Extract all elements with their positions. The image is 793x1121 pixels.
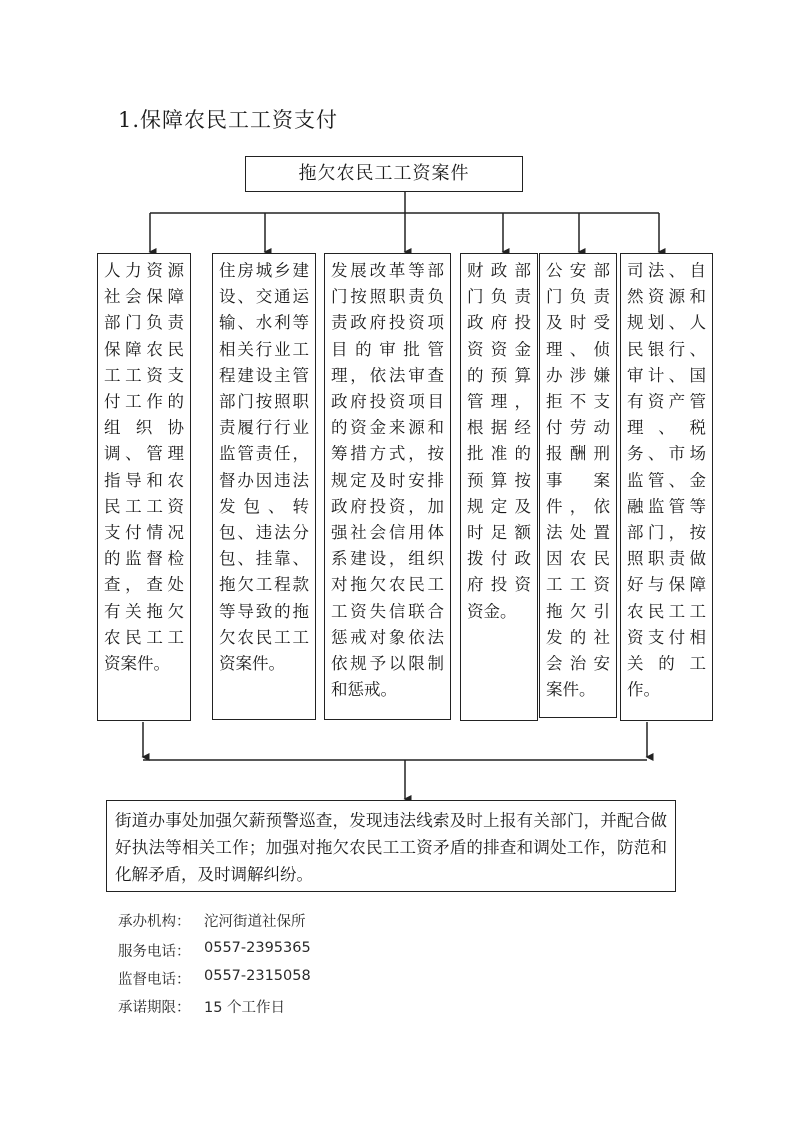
supervision-phone-value: 0557-2315058 (204, 968, 311, 984)
time-limit-value: 15 个工作日 (204, 1000, 286, 1016)
footer-time-limit (118, 996, 286, 1017)
supervision-phone-label: 监督电话： (118, 972, 191, 988)
service-phone-label: 服务电话： (118, 944, 191, 960)
section-title: 1.保障农民工工资支付 (118, 108, 339, 132)
top-node-box: 拖欠农民工工资案件 (245, 156, 523, 192)
branch-box-construction: 住房城乡建设、交通运输、水利等相关行业工程建设主管部门按照职责履行行业监管责任，督办因违法发包、转包、违法分包、挂靠、拖欠工程款等导致的拖欠农民工工资案件。 (212, 253, 316, 720)
branch-box-other-departments: 司法、自然资源和规划、人民银行、审计、国有资产管理、税务、市场监管、金融监管等部门，按照职责做好与保障农民工工资支付相关的工作。 (620, 253, 713, 721)
footer-organization (118, 910, 306, 931)
organization-value: 沱河街道社保所 (204, 914, 306, 930)
organization-label: 承办机构： (118, 914, 191, 930)
footer-supervision-phone (118, 968, 311, 989)
footer-service-phone (118, 940, 311, 961)
bottom-node-box: 街道办事处加强欠薪预警巡查，发现违法线索及时上报有关部门，并配合做好执法等相关工作；加强对拖欠农民工工资矛盾的排查和调处工作，防范和化解矛盾，及时调解纠纷。 (106, 800, 676, 892)
branch-box-hrss: 人力资源社会保障部门负责保障农民工工资支付工作的组织协调、管理指导和农民工工资支付情况的监督检查，查处有关拖欠农民工工资案件。 (97, 253, 191, 721)
branch-box-police: 公安部门负责及时受理、侦办涉嫌拒不支付劳动报酬刑事案件，依法处置因农民工工资拖欠引发的社会治安案件。 (539, 253, 617, 718)
branch-box-finance: 财政部门负责政府投资资金的预算管理，根据经批准的预算按规定及时足额拨付政府投资资金。 (460, 253, 538, 721)
branch-box-development: 发展改革等部门按照职责负责政府投资项目的审批管理，依法审查政府投资项目的资金来源和筹措方式，按规定及时安排政府投资，加强社会信用体系建设，组织对拖欠农民工工资失信联合惩戒对象依法依规予以限制和惩戒。 (324, 253, 451, 720)
service-phone-value: 0557-2395365 (204, 940, 311, 956)
time-limit-label: 承诺期限： (118, 1000, 191, 1016)
